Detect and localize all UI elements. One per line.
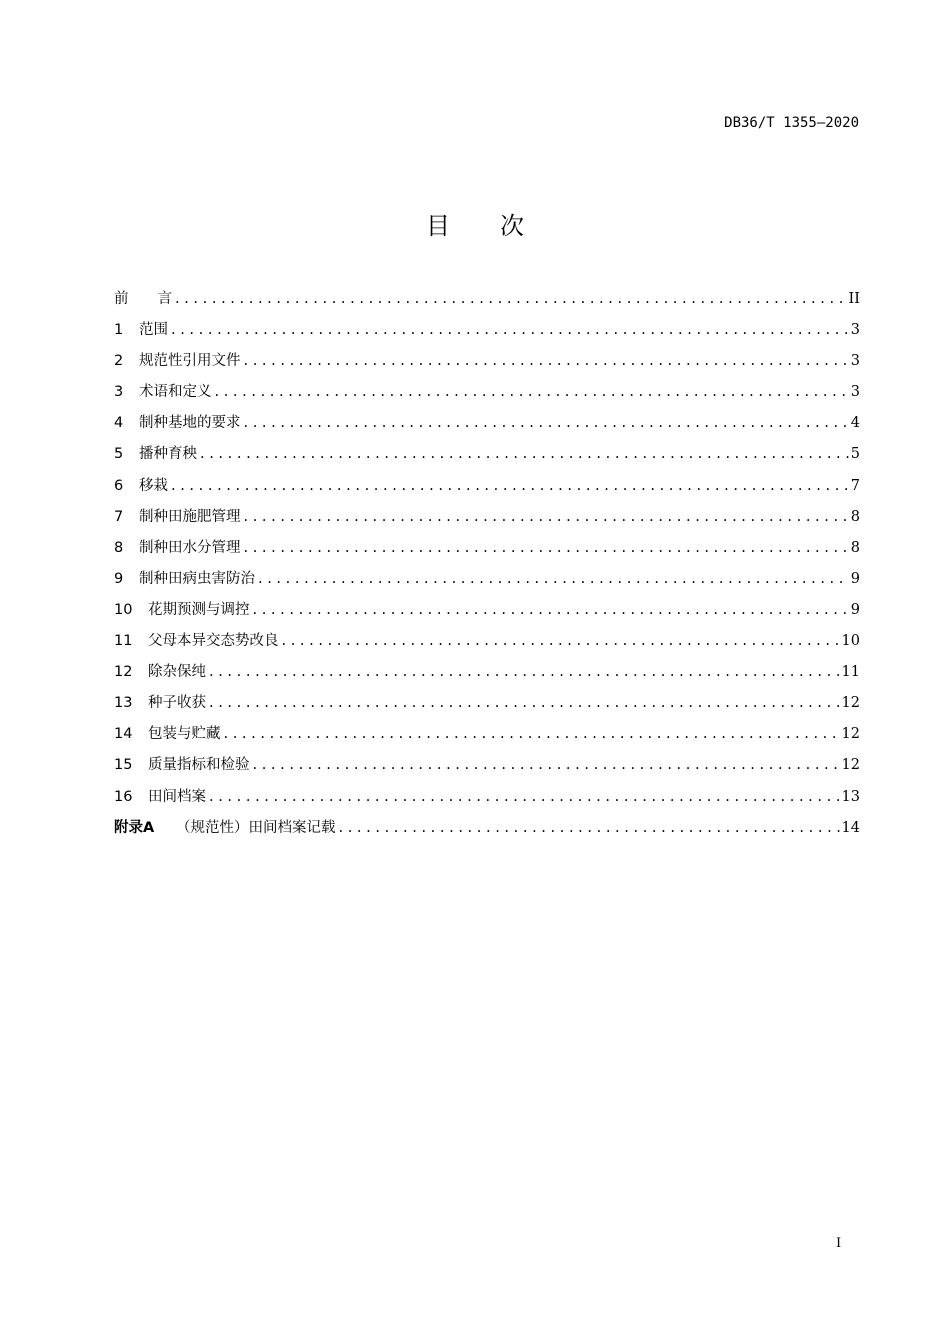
toc-entry-label: 播种育秧	[139, 446, 197, 463]
table-of-contents	[114, 287, 860, 847]
toc-entry-number: 2	[114, 353, 124, 370]
toc-entry-14[interactable]	[114, 722, 860, 753]
toc-leader-dots	[244, 509, 849, 525]
toc-entry-8[interactable]	[114, 536, 860, 567]
toc-entry-number: 4	[114, 415, 124, 432]
toc-entry-number: 10	[114, 601, 133, 618]
toc-leader-dots	[215, 384, 849, 400]
toc-leader-dots	[209, 664, 840, 680]
toc-entry-page: 8	[850, 508, 860, 525]
toc-entry-4[interactable]	[114, 411, 860, 442]
toc-leader-dots	[209, 789, 840, 805]
toc-entry-label: 父母本异交态势改良	[148, 633, 279, 650]
toc-entry-page: 11	[841, 664, 860, 681]
toc-entry-page: 12	[841, 695, 860, 712]
toc-entry-page: 7	[850, 477, 860, 494]
toc-entry-page: 8	[850, 539, 860, 556]
toc-entry-page: II	[848, 291, 860, 307]
toc-entry-13[interactable]	[114, 691, 860, 722]
toc-entry-label: 花期预测与调控	[148, 601, 250, 618]
toc-entry-page: 4	[850, 415, 860, 432]
toc-entry-label: 移栽	[139, 477, 168, 494]
toc-entry-foreword[interactable]	[114, 287, 860, 318]
title-char-2: 次	[500, 212, 524, 240]
toc-entry-page: 13	[841, 788, 860, 805]
toc-entry-label: 制种田水分管理	[139, 539, 241, 556]
toc-entry-page: 9	[850, 601, 860, 618]
page-title	[0, 206, 950, 241]
toc-leader-dots	[244, 415, 849, 431]
toc-entry-page: 3	[850, 353, 860, 370]
toc-entry-number: 12	[114, 664, 133, 681]
toc-entry-number: 15	[114, 757, 133, 774]
toc-leader-dots	[224, 726, 840, 742]
toc-entry-number: 7	[114, 508, 124, 525]
toc-entry-number: 6	[114, 477, 124, 494]
toc-leader-dots	[209, 695, 840, 711]
toc-leader-dots	[339, 820, 840, 836]
toc-entry-page: 12	[841, 757, 860, 774]
toc-entry-label: 制种田病虫害防治	[139, 570, 255, 587]
toc-entry-page: 14	[841, 819, 860, 836]
toc-leader-dots	[244, 540, 849, 556]
toc-entry-label: 质量指标和检验	[148, 757, 250, 774]
toc-entry-label: 制种田施肥管理	[139, 508, 241, 525]
toc-entry-number: 9	[114, 570, 124, 587]
toc-entry-label: 包装与贮藏	[148, 726, 221, 743]
toc-leader-dots	[253, 602, 849, 618]
toc-entry-9[interactable]	[114, 567, 860, 598]
toc-entry-15[interactable]	[114, 753, 860, 784]
toc-entry-page: 12	[841, 726, 860, 743]
toc-entry-12[interactable]	[114, 660, 860, 691]
toc-entry-3[interactable]	[114, 380, 860, 411]
toc-leader-dots	[175, 291, 847, 307]
toc-leader-dots	[282, 633, 840, 649]
toc-entry-appendix-a[interactable]	[114, 816, 860, 847]
toc-entry-number: 1	[114, 322, 124, 339]
toc-entry-page: 5	[850, 446, 860, 463]
toc-entry-label: 前 言	[114, 291, 172, 307]
toc-entry-10[interactable]	[114, 598, 860, 629]
toc-entry-number: 14	[114, 726, 133, 743]
toc-entry-number: 16	[114, 788, 133, 805]
toc-entry-label: 术语和定义	[139, 384, 212, 401]
toc-leader-dots	[244, 353, 849, 369]
toc-entry-1[interactable]	[114, 318, 860, 349]
toc-entry-number: 附录A	[114, 819, 155, 836]
document-code: DB36/T 1355—2020	[724, 115, 859, 131]
toc-entry-5[interactable]	[114, 442, 860, 473]
toc-entry-page: 9	[850, 570, 860, 587]
toc-leader-dots	[171, 478, 849, 494]
toc-leader-dots	[253, 757, 840, 773]
toc-entry-label: 种子收获	[148, 695, 206, 712]
toc-entry-page: 3	[850, 384, 860, 401]
toc-entry-number: 11	[114, 633, 133, 650]
toc-entry-number: 13	[114, 695, 133, 712]
toc-entry-label: 除杂保纯	[148, 664, 206, 681]
toc-entry-label: （规范性）田间档案记载	[176, 819, 336, 836]
toc-entry-2[interactable]	[114, 349, 860, 380]
toc-leader-dots	[171, 322, 849, 338]
toc-leader-dots	[258, 571, 849, 587]
toc-entry-page: 10	[841, 633, 860, 650]
toc-entry-7[interactable]	[114, 505, 860, 536]
toc-entry-label: 制种基地的要求	[139, 415, 241, 432]
toc-entry-number: 8	[114, 539, 124, 556]
toc-entry-number: 3	[114, 384, 124, 401]
toc-entry-label: 规范性引用文件	[139, 353, 241, 370]
toc-leader-dots	[200, 446, 849, 462]
toc-entry-label: 田间档案	[148, 788, 206, 805]
toc-entry-label: 范围	[139, 322, 168, 339]
toc-entry-number: 5	[114, 446, 124, 463]
page-number: I	[836, 1236, 842, 1251]
toc-entry-11[interactable]	[114, 629, 860, 660]
toc-entry-6[interactable]	[114, 474, 860, 505]
toc-entry-16[interactable]	[114, 785, 860, 816]
toc-entry-page: 3	[850, 322, 860, 339]
title-char-1: 目	[426, 212, 450, 240]
